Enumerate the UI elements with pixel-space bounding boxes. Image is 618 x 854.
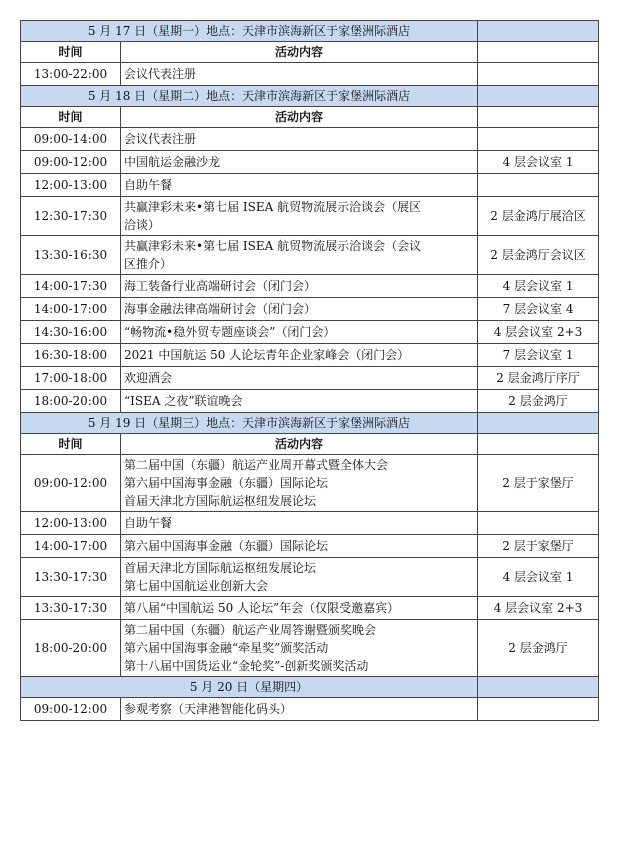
row-content-line: 参观考察（天津港智能化码头） [124, 702, 293, 716]
day-header-row [21, 86, 599, 107]
row-time: 13:00-22:00 [21, 63, 121, 86]
day-title: 5 月 17 日（星期一）地点：天津市滨海新区于家堡洲际酒店 [21, 21, 478, 42]
schedule-row [21, 275, 599, 298]
row-content-line: 欢迎酒会 [124, 371, 173, 385]
row-time: 09:00-12:00 [21, 151, 121, 174]
row-content-line: 中国航运金融沙龙 [124, 155, 221, 169]
day-title: 5 月 20 日（星期四） [21, 677, 478, 698]
schedule-row [21, 698, 599, 721]
row-content-line: 会议代表注册 [124, 67, 197, 81]
row-time: 12:00-13:00 [21, 174, 121, 197]
row-location: 4 层会议室 2+3 [478, 597, 599, 620]
row-content-line: 第六届中国海事金融“牵星奖”颁奖活动 [124, 641, 329, 655]
schedule-table [20, 20, 599, 721]
row-content [121, 597, 478, 620]
column-header-row [21, 42, 599, 63]
row-location: 7 层会议室 4 [478, 298, 599, 321]
row-time: 09:00-12:00 [21, 455, 121, 512]
row-location: 4 层会议室 1 [478, 151, 599, 174]
row-location: 4 层会议室 1 [478, 275, 599, 298]
row-location: 2 层于家堡厅 [478, 455, 599, 512]
row-time: 14:00-17:00 [21, 298, 121, 321]
day-title-blank [478, 86, 599, 107]
row-content [121, 298, 478, 321]
row-content [121, 174, 478, 197]
schedule-row [21, 535, 599, 558]
schedule-row [21, 620, 599, 677]
row-content-line: 第二届中国（东疆）航运产业周答谢暨颁奖晚会 [124, 623, 377, 637]
row-time: 13:30-17:30 [21, 558, 121, 597]
schedule-row [21, 344, 599, 367]
row-time: 18:00-20:00 [21, 390, 121, 413]
row-location [478, 128, 599, 151]
header-location-blank [478, 107, 599, 128]
row-time: 13:30-16:30 [21, 236, 121, 275]
header-content: 活动内容 [121, 107, 478, 128]
row-content-line: 第六届中国海事金融（东疆）国际论坛 [124, 539, 329, 553]
schedule-body [21, 21, 599, 721]
header-time: 时间 [21, 107, 121, 128]
row-time: 14:00-17:30 [21, 275, 121, 298]
row-location: 2 层金鸿厅展洽区 [478, 197, 599, 236]
row-content [121, 698, 478, 721]
day-title-blank [478, 21, 599, 42]
row-location: 2 层金鸿厅序厅 [478, 367, 599, 390]
row-content-line: 洽谈） [124, 218, 161, 232]
day-title: 5 月 19 日（星期三）地点：天津市滨海新区于家堡洲际酒店 [21, 413, 478, 434]
row-content [121, 151, 478, 174]
schedule-row [21, 455, 599, 512]
row-content-line: 第七届中国航运业创新大会 [124, 579, 269, 593]
schedule-row [21, 197, 599, 236]
row-time: 16:30-18:00 [21, 344, 121, 367]
row-content-line: 首届天津北方国际航运枢纽发展论坛 [124, 561, 317, 575]
day-title-blank [478, 413, 599, 434]
row-content [121, 236, 478, 275]
row-location: 2 层金鸿厅 [478, 390, 599, 413]
row-location: 4 层会议室 2+3 [478, 321, 599, 344]
row-time: 14:00-17:00 [21, 535, 121, 558]
row-content-line: 第二届中国（东疆）航运产业周开幕式暨全体大会 [124, 458, 389, 472]
row-content-line: 首届天津北方国际航运枢纽发展论坛 [124, 494, 317, 508]
row-time: 12:00-13:00 [21, 512, 121, 535]
row-content-line: “畅物流•稳外贸专题座谈会”（闭门会） [124, 325, 336, 339]
row-time: 18:00-20:00 [21, 620, 121, 677]
row-content [121, 344, 478, 367]
day-header-row [21, 413, 599, 434]
schedule-row [21, 597, 599, 620]
row-content-line: 2021 中国航运 50 人论坛青年企业家峰会（闭门会） [124, 348, 410, 362]
row-time: 09:00-12:00 [21, 698, 121, 721]
schedule-row [21, 512, 599, 535]
schedule-row [21, 128, 599, 151]
row-time: 09:00-14:00 [21, 128, 121, 151]
header-content: 活动内容 [121, 42, 478, 63]
header-time: 时间 [21, 42, 121, 63]
row-content [121, 512, 478, 535]
row-content-line: 第十八届中国货运业“金轮奖”-创新奖颁奖活动 [124, 659, 369, 673]
header-location-blank [478, 42, 599, 63]
schedule-row [21, 63, 599, 86]
row-time: 12:30-17:30 [21, 197, 121, 236]
row-content-line: 海事金融法律高端研讨会（闭门会） [124, 302, 317, 316]
row-content [121, 128, 478, 151]
schedule-row [21, 321, 599, 344]
schedule-row [21, 151, 599, 174]
row-content [121, 275, 478, 298]
row-content [121, 535, 478, 558]
header-time: 时间 [21, 434, 121, 455]
row-time: 14:30-16:00 [21, 321, 121, 344]
day-title: 5 月 18 日（星期二）地点：天津市滨海新区于家堡洲际酒店 [21, 86, 478, 107]
row-time: 13:30-17:30 [21, 597, 121, 620]
row-content-line: 共赢津彩未来•第七届 ISEA 航贸物流展示洽谈会（会议 [124, 239, 422, 253]
schedule-row [21, 298, 599, 321]
header-content: 活动内容 [121, 434, 478, 455]
row-content [121, 197, 478, 236]
schedule-row [21, 558, 599, 597]
row-location: 2 层金鸿厅 [478, 620, 599, 677]
schedule-row [21, 236, 599, 275]
schedule-row [21, 367, 599, 390]
row-content-line: 共赢津彩未来•第七届 ISEA 航贸物流展示洽谈会（展区 [124, 200, 422, 214]
row-location: 2 层金鸿厅会议区 [478, 236, 599, 275]
row-content-line: 第六届中国海事金融（东疆）国际论坛 [124, 476, 329, 490]
column-header-row [21, 107, 599, 128]
row-content-line: 第八届“中国航运 50 人论坛”年会（仅限受邀嘉宾） [124, 601, 400, 615]
row-location [478, 63, 599, 86]
row-content-line: 海工装备行业高端研讨会（闭门会） [124, 279, 317, 293]
day-header-row [21, 21, 599, 42]
schedule-row [21, 174, 599, 197]
row-content [121, 63, 478, 86]
row-content [121, 558, 478, 597]
row-content-line: 区推介） [124, 257, 173, 271]
row-location: 7 层会议室 1 [478, 344, 599, 367]
schedule-row [21, 390, 599, 413]
row-content [121, 620, 478, 677]
row-location [478, 512, 599, 535]
row-content [121, 321, 478, 344]
row-location [478, 174, 599, 197]
row-content-line: 会议代表注册 [124, 132, 197, 146]
row-content-line: “ISEA 之夜”联谊晚会 [124, 394, 243, 408]
column-header-row [21, 434, 599, 455]
header-location-blank [478, 434, 599, 455]
row-location: 2 层于家堡厅 [478, 535, 599, 558]
day-header-row [21, 677, 599, 698]
row-location [478, 698, 599, 721]
day-title-blank [478, 677, 599, 698]
row-content [121, 390, 478, 413]
row-time: 17:00-18:00 [21, 367, 121, 390]
row-content-line: 自助午餐 [124, 516, 173, 530]
row-content [121, 367, 478, 390]
row-location: 4 层会议室 1 [478, 558, 599, 597]
row-content [121, 455, 478, 512]
row-content-line: 自助午餐 [124, 178, 173, 192]
